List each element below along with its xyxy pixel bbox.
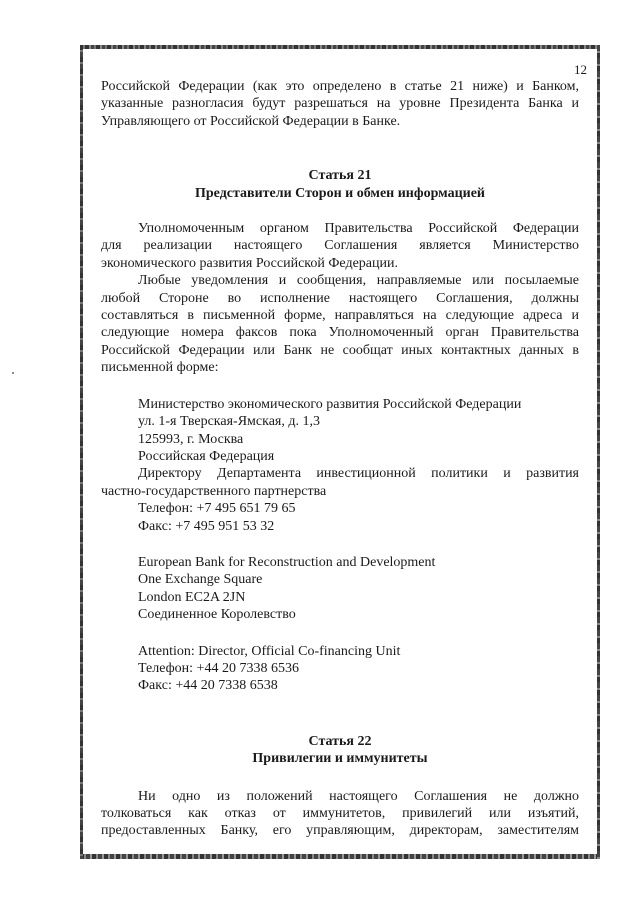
address-ru-contacts xyxy=(101,500,579,535)
text-line: Ни одно из положений настоящего Соглашения не должно xyxy=(138,788,579,804)
address-ru xyxy=(101,396,579,483)
text-line: Российской Федерации или Банк не сообщат иных контактных данных в xyxy=(101,342,579,358)
article-22-number: Статья 22 xyxy=(308,733,372,749)
page-number: 12 xyxy=(574,62,587,77)
document-body xyxy=(101,78,579,840)
article-21-number: Статья 21 xyxy=(308,168,372,184)
frame-border-top xyxy=(80,45,600,49)
address-street: One Exchange Square xyxy=(138,572,263,588)
address-org: Министерство экономического развития Российской Федерации xyxy=(138,396,522,412)
address-city: 125993, г. Москва xyxy=(138,431,244,447)
address-org: European Bank for Reconstruction and Development xyxy=(138,554,436,570)
address-country: Соединенное Королевство xyxy=(138,607,296,623)
article-21-paragraph-1 xyxy=(101,220,579,272)
frame-border-right xyxy=(597,45,600,859)
text-line: письменной форме: xyxy=(101,360,219,376)
text-line: следующие номера факсов пока Уполномоченный орган Правительства xyxy=(101,325,579,341)
scan-speck xyxy=(12,372,14,374)
frame-border-left xyxy=(80,45,83,859)
text-line: экономического развития Российской Федерации. xyxy=(101,255,398,271)
address-country: Российская Федерация xyxy=(138,448,275,464)
text-line: любой Стороне во исполнение настоящего Соглашения, должны xyxy=(101,290,579,306)
article-22-paragraph-1 xyxy=(101,788,579,840)
text-line: указанные разногласия будут разрешаться на уровне Президента Банка и xyxy=(101,96,579,112)
address-en xyxy=(101,554,579,695)
frame-border-bottom xyxy=(80,854,600,859)
intro-paragraph xyxy=(101,78,579,130)
article-21-paragraph-2 xyxy=(101,272,579,376)
text-line: Управляющего от Российской Федерации в Банке. xyxy=(101,113,401,129)
address-attn-continued: частно-государственного партнерства xyxy=(101,483,327,499)
address-phone: Телефон: +44 20 7338 6536 xyxy=(138,660,299,676)
article-22-title: Привилегии и иммунитеты xyxy=(252,751,428,767)
text-line: Российской Федерации (как это определено в статье 21 ниже) и Банком, xyxy=(101,79,579,94)
address-attention: Attention: Director, Official Co-financing Unit xyxy=(138,643,401,659)
address-street: ул. 1-я Тверская-Ямская, д. 1,3 xyxy=(138,414,320,430)
text-line: Уполномоченным органом Правительства Российской Федерации xyxy=(138,221,579,237)
address-city: London EC2A 2JN xyxy=(138,589,246,605)
text-line: предоставленных Банку, его управляющим, директорам, заместителям xyxy=(101,823,579,839)
address-fax: Факс: +44 20 7338 6538 xyxy=(138,678,278,694)
address-attn: Директору Департамента инвестиционной политики и развития xyxy=(138,466,579,482)
text-line: Любые уведомления и сообщения, направляемые или посылаемые xyxy=(138,273,579,289)
address-phone: Телефон: +7 495 651 79 65 xyxy=(138,501,296,517)
address-fax: Факс: +7 495 951 53 32 xyxy=(138,518,275,534)
article-21-title: Представители Сторон и обмен информацией xyxy=(194,185,485,201)
text-line: составляться в письменной форме, направляться на следующие адреса и xyxy=(101,308,579,324)
text-line: для реализации настоящего Соглашения является Министерство xyxy=(101,238,579,254)
text-line: толковаться как отказ от иммунитетов, привилегий или изъятий, xyxy=(101,806,579,821)
